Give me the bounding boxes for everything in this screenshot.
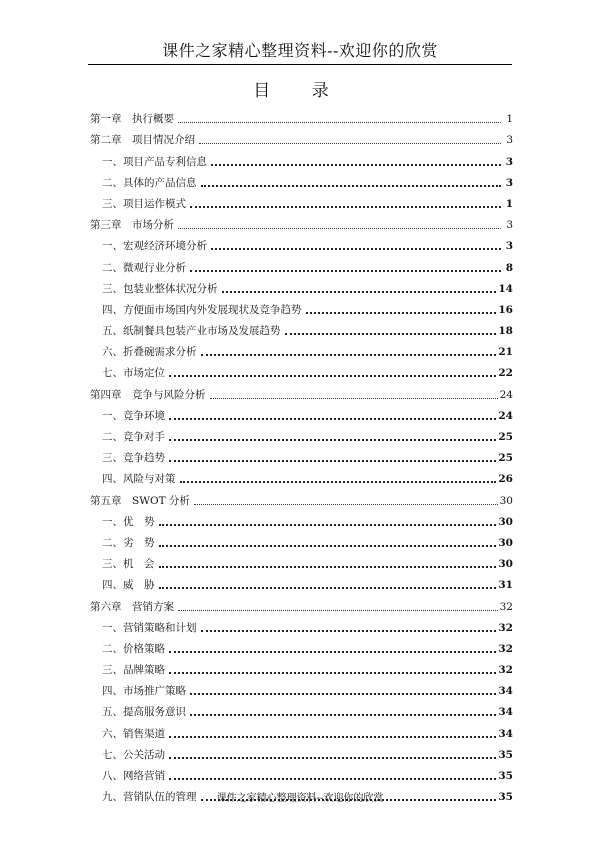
toc-leader-dots [285, 333, 497, 335]
toc-leader-dots [194, 504, 498, 505]
toc-leader-dots [190, 714, 496, 716]
toc-leader-dots [190, 270, 501, 272]
toc-section-entry[interactable] [90, 676, 513, 697]
toc-page-number: 22 [498, 367, 513, 380]
toc-page-number: 21 [498, 346, 513, 359]
page-header: 课件之家精心整理资料--欢迎你的欣赏 [162, 41, 438, 60]
toc-entry-label: 一、宏观经济环境分析 [102, 240, 207, 253]
table-of-contents [90, 104, 513, 803]
header-divider [88, 64, 512, 65]
toc-leader-dots [199, 143, 501, 144]
toc-leader-dots [306, 312, 497, 314]
toc-section-entry[interactable] [90, 740, 513, 761]
toc-page-number: 30 [498, 536, 513, 549]
toc-leader-dots [169, 460, 496, 462]
toc-page-number: 34 [498, 685, 513, 698]
toc-page-number: 3 [506, 134, 513, 147]
toc-page-number: 32 [498, 621, 513, 634]
toc-leader-dots [201, 185, 502, 187]
toc-entry-label: 九、营销队伍的管理 [102, 791, 197, 804]
toc-entry-label: 一、项目产品专利信息 [102, 155, 207, 168]
toc-section-entry[interactable] [90, 189, 513, 210]
toc-page-number: 34 [498, 727, 513, 740]
toc-leader-dots [169, 672, 496, 674]
toc-entry-label: 第二章 项目情况介绍 [90, 134, 195, 147]
toc-entry-label: 二、具体的产品信息 [102, 176, 197, 189]
toc-entry-label: 七、市场定位 [102, 367, 165, 380]
toc-leader-dots [210, 398, 498, 399]
toc-page-number: 1 [506, 113, 513, 126]
toc-section-entry[interactable] [90, 252, 513, 273]
toc-leader-dots [178, 228, 501, 229]
toc-page-number: 24 [499, 388, 513, 401]
toc-page-number: 32 [498, 664, 513, 677]
toc-leader-dots [190, 206, 501, 208]
toc-entry-label: 一、营销策略和计划 [102, 621, 197, 634]
toc-leader-dots [169, 736, 496, 738]
toc-leader-dots [169, 375, 496, 377]
toc-page-number: 25 [498, 431, 513, 443]
toc-page-number: 14 [498, 282, 513, 295]
toc-page-number: 16 [498, 303, 513, 316]
toc-page-number: 35 [498, 791, 513, 804]
toc-leader-dots [201, 630, 497, 632]
toc-entry-label: 一、竞争环境 [102, 409, 165, 422]
toc-page-number: 30 [499, 494, 513, 507]
toc-leader-dots [159, 524, 497, 526]
toc-section-entry[interactable] [90, 274, 513, 295]
toc-section-entry[interactable] [90, 168, 513, 189]
toc-leader-dots [169, 778, 496, 780]
toc-leader-dots [159, 545, 497, 547]
toc-entry-label: 五、提高服务意识 [102, 706, 186, 719]
toc-entry-label: 第五章 SWOT 分析 [90, 494, 190, 507]
toc-entry-label: 第四章 竞争与风险分析 [90, 388, 206, 401]
toc-entry-label: 三、竞争趋势 [102, 452, 165, 465]
toc-entry-label: 二、价格策略 [102, 642, 165, 655]
toc-leader-dots [169, 439, 496, 441]
toc-section-entry[interactable] [90, 295, 513, 316]
toc-entry-label: 三、包装业整体状况分析 [102, 282, 218, 295]
toc-page-number: 32 [499, 600, 513, 613]
toc-section-entry[interactable] [90, 507, 513, 528]
toc-entry-label: 四、方便面市场国内外发展现状及竞争趋势 [102, 303, 302, 316]
toc-page-number: 3 [506, 219, 513, 232]
toc-section-entry[interactable] [90, 231, 513, 252]
toc-section-entry[interactable] [90, 422, 513, 443]
toc-page-number: 34 [498, 706, 513, 719]
toc-leader-dots [159, 587, 497, 589]
toc-entry-label: 三、机 会 [102, 558, 155, 571]
toc-entry-label: 五、纸制餐具包装产业市场及发展趋势 [102, 325, 281, 338]
toc-entry-label: 四、风险与对策 [102, 473, 176, 486]
toc-page-number: 18 [498, 325, 513, 338]
toc-section-entry[interactable] [90, 613, 513, 634]
toc-leader-dots [169, 757, 496, 759]
toc-entry-label: 二、微观行业分析 [102, 261, 186, 274]
toc-section-entry[interactable] [90, 761, 513, 782]
toc-entry-label: 四、市场推广策略 [102, 685, 186, 698]
toc-section-entry[interactable] [90, 464, 513, 485]
toc-entry-label: 二、劣 势 [102, 536, 155, 549]
toc-entry-label: 第六章 营销方案 [90, 600, 174, 613]
toc-entry-label: 一、优 势 [102, 515, 155, 528]
toc-section-entry[interactable] [90, 358, 513, 379]
toc-chapter-entry[interactable] [90, 485, 513, 506]
toc-entry-label: 二、竞争对手 [102, 431, 165, 443]
toc-page-number: 24 [498, 409, 513, 422]
toc-entry-label: 六、销售渠道 [102, 727, 165, 740]
toc-page-number: 30 [498, 558, 513, 571]
toc-section-entry[interactable] [90, 337, 513, 358]
toc-section-entry[interactable] [90, 443, 513, 464]
toc-entry-label: 八、网络营销 [102, 770, 165, 782]
toc-leader-dots [178, 610, 498, 611]
toc-entry-label: 第三章 市场分析 [90, 219, 174, 232]
toc-page-number: 25 [498, 452, 513, 465]
toc-chapter-entry[interactable] [90, 125, 513, 146]
toc-entry-label: 第一章 执行概要 [90, 113, 174, 126]
page-footer: 课件之家精心整理资料--欢迎你的欣赏 [216, 793, 384, 804]
toc-section-entry[interactable] [90, 401, 513, 422]
toc-leader-dots [169, 651, 496, 653]
toc-leader-dots [190, 693, 496, 695]
toc-section-entry[interactable] [90, 146, 513, 167]
toc-page-number: 3 [505, 176, 513, 189]
toc-entry-label: 三、品牌策略 [102, 664, 165, 677]
toc-section-entry[interactable] [90, 634, 513, 655]
toc-entry-label: 四、威 胁 [102, 579, 155, 592]
toc-chapter-entry[interactable] [90, 379, 513, 400]
toc-page-number: 31 [498, 579, 513, 592]
toc-chapter-entry[interactable] [90, 210, 513, 231]
toc-leader-dots [178, 122, 501, 123]
toc-entry-label: 三、项目运作模式 [102, 197, 186, 210]
toc-page-number: 8 [505, 261, 513, 274]
toc-leader-dots [211, 248, 501, 250]
toc-page-number: 35 [498, 748, 513, 761]
toc-page-number: 1 [505, 197, 513, 210]
toc-leader-dots [180, 481, 497, 483]
toc-leader-dots [201, 354, 497, 356]
toc-entry-label: 七、公关活动 [102, 748, 165, 761]
toc-leader-dots [169, 418, 496, 420]
toc-section-entry[interactable] [90, 528, 513, 549]
toc-page-number: 26 [498, 473, 513, 486]
toc-page-number: 32 [498, 642, 513, 655]
toc-section-entry[interactable] [90, 655, 513, 676]
page-title: 目 录 [253, 81, 347, 101]
toc-section-entry[interactable] [90, 316, 513, 337]
toc-page-number: 3 [505, 155, 513, 168]
toc-page-number: 3 [505, 240, 513, 253]
toc-section-entry[interactable] [90, 697, 513, 718]
toc-section-entry[interactable] [90, 570, 513, 591]
toc-leader-dots [222, 291, 497, 293]
toc-leader-dots [159, 566, 497, 568]
toc-leader-dots [211, 164, 501, 166]
toc-chapter-entry[interactable] [90, 104, 513, 125]
toc-entry-label: 六、折叠碗需求分析 [102, 346, 197, 359]
toc-chapter-entry[interactable] [90, 591, 513, 612]
toc-section-entry[interactable] [90, 549, 513, 570]
toc-page-number: 30 [498, 515, 513, 528]
toc-section-entry[interactable] [90, 718, 513, 739]
toc-page-number: 35 [498, 770, 513, 782]
